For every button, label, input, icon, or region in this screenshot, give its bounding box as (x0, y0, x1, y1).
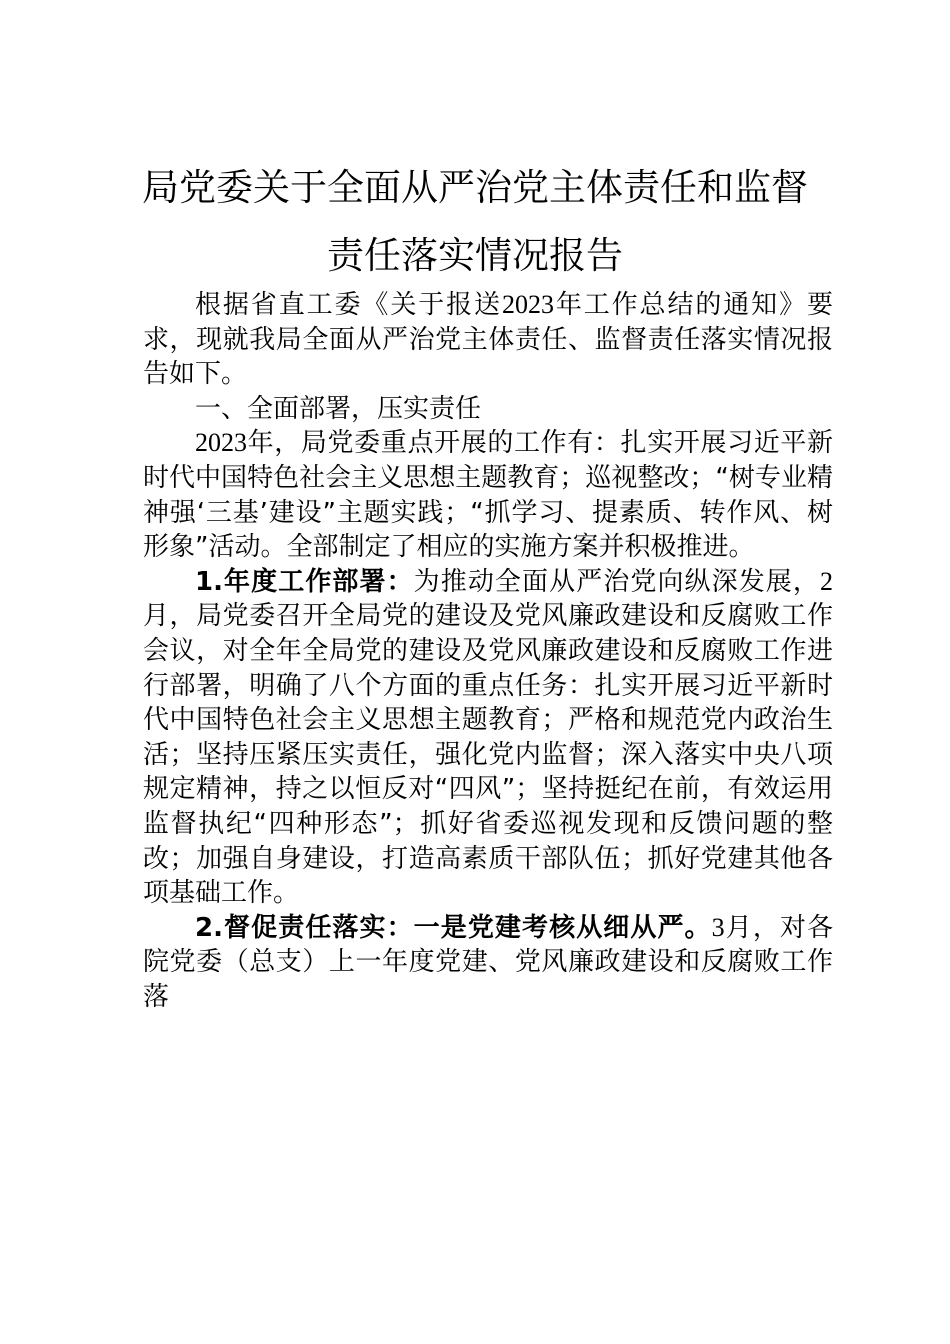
responsibility-text: 月，对各院党委（总支）上一年度党建、党风廉政建设和反腐败工作落 (143, 912, 833, 1012)
paragraph-responsibility (143, 911, 833, 1015)
annual-deployment-month: 2 (820, 566, 833, 596)
annual-deployment-label: 1.年度工作部署： (195, 566, 414, 597)
document-title-line-2: 责任落实情况报告 (327, 234, 623, 277)
responsibility-month: 3 (711, 912, 725, 942)
paragraph-2023-work (143, 426, 833, 564)
responsibility-label: 2.督促责任落实：一是党建考核从细从严。 (195, 912, 712, 943)
section-heading-1: 一、全面部署，压实责任 (195, 393, 482, 424)
work-year: 2023 (195, 428, 247, 458)
paragraph-annual-deployment (143, 565, 833, 911)
paragraph-intro (143, 288, 833, 392)
annual-deployment-text-a: 为推动全面从严治党向纵深发展， (413, 566, 820, 597)
document-title-line-1: 局党委关于全面从严治党主体责任和监督 (142, 166, 808, 209)
intro-text-a: 根据省直工委《关于报送 (195, 290, 502, 320)
intro-text-b: 年工作总结的通知》要求，现就我局全面从严治党主体责任、监督责任落实情况报告如下。 (143, 290, 833, 390)
annual-deployment-text-b: 月，局党委召开全局党的建设及党风廉政建设和反腐败工作会议，对全年全局党的建设及党风廉政建设和反腐败工作进行部署，明确了八个方面的重点任务：扎实开展习近平新时代中国特色社会主义思想主题教育；严格和规范党内政治生活；坚持压紧压实责任，强化党内监督；深入落实中央八项规定精神，持之以恒反对“四风”；坚持挺纪在前，有效运用监督执纪“四种形态”；抓好省委巡视发现和反馈问题的整改；加强自身建设，打造高素质干部队伍；抓好党建其他各项基础工作。 (143, 601, 833, 909)
work-text: 年，局党委重点开展的工作有：扎实开展习近平新时代中国特色社会主义思想主题教育；巡视整改；“树专业精神强‘三基’建设”主题实践；“抓学习、提素质、转作风、树形象”活动。全部制定了相应的实施方案并积极推进。 (143, 428, 833, 563)
document-body (143, 288, 833, 1014)
intro-year: 2023 (501, 290, 554, 319)
